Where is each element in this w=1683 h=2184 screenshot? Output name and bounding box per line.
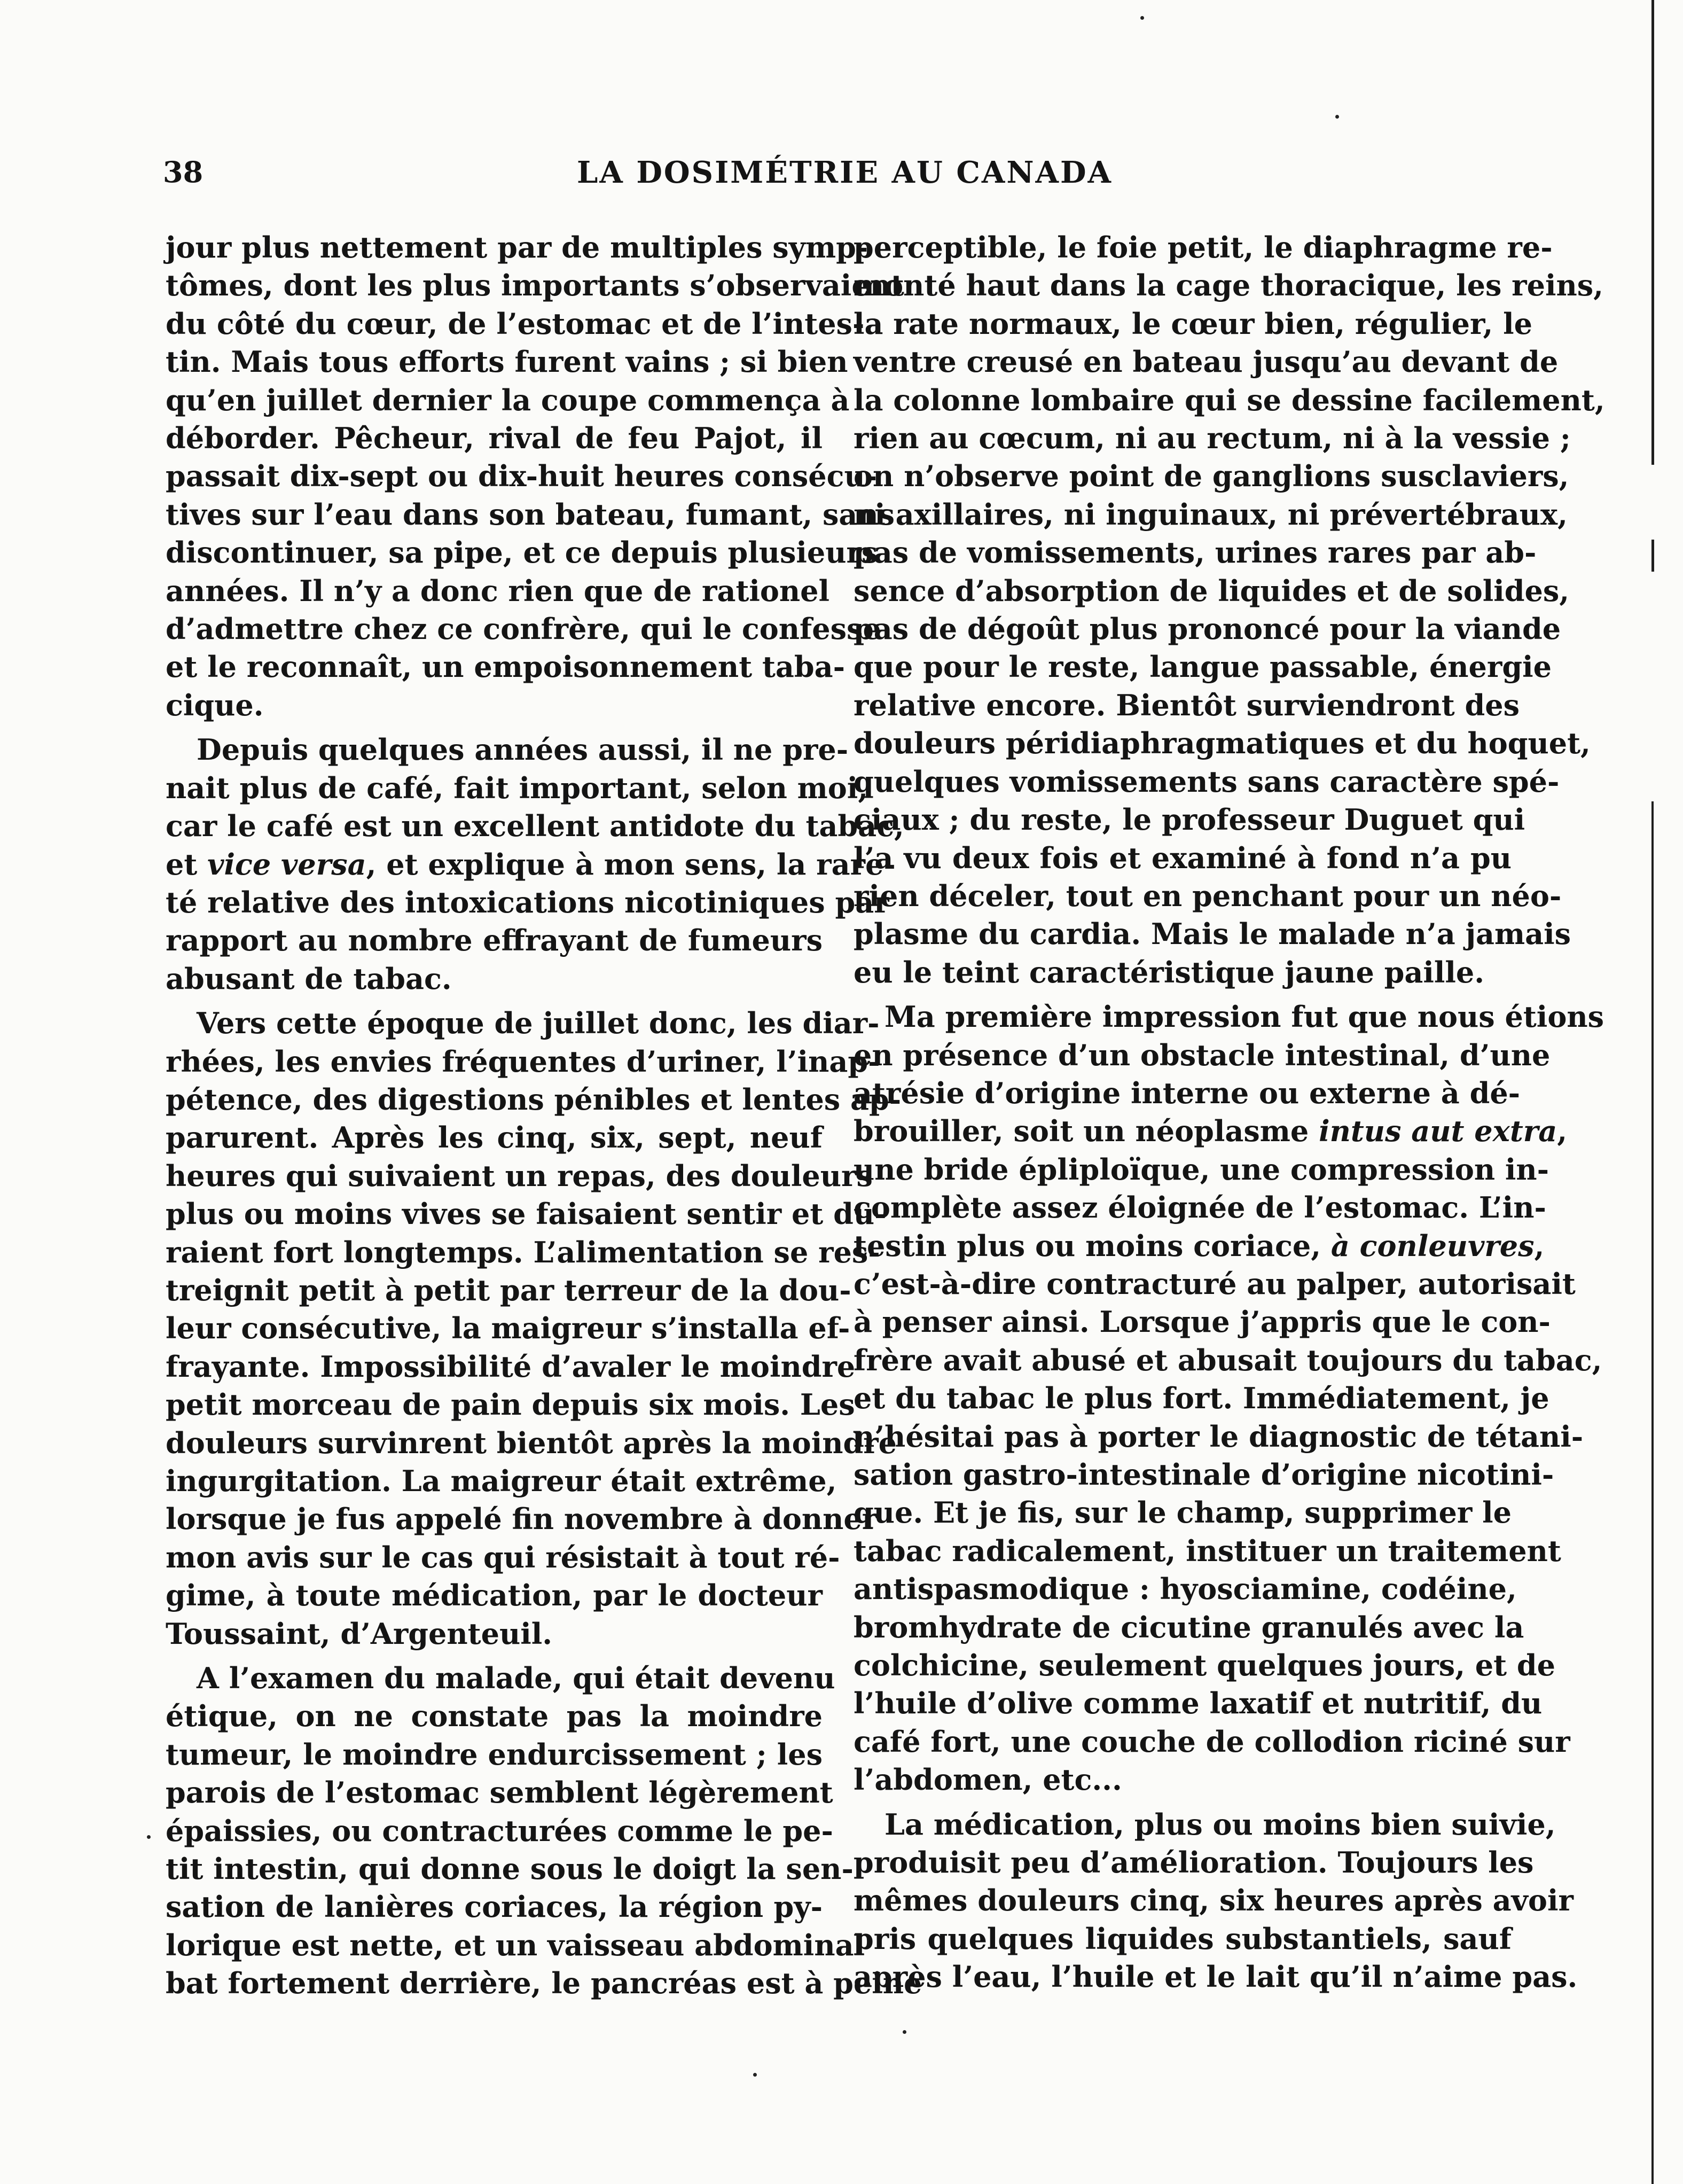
text-line: relative encore. Bientôt surviendront des [854,688,1520,722]
text-line: quelques vomissements sans caractère spé- [854,764,1560,799]
text-line: pas de dégoût plus prononcé pour la viande [854,612,1561,646]
text-line: Depuis quelques années aussi, il ne pre- [197,732,849,767]
text-line: nait plus de café, fait important, selon moi, [166,770,868,805]
text-line: Ma première impression fut que nous étions [884,1000,1604,1034]
text-line: bromhydrate de cicutine granulés avec la [854,1610,1524,1644]
text-line: pas de vomissements, urines rares par ab- [854,535,1537,570]
text-line: monté haut dans la cage thoracique, les reins, [854,268,1603,303]
text-line: pétence, des digestions pénibles et lentes ap- [166,1082,902,1117]
binding-edge-line [1651,540,1654,572]
text-line: frère avait abusé et abusait toujours du tabac, [854,1343,1602,1377]
text-line: testin plus ou moins coriace, à conleuvres, [854,1228,1545,1263]
paragraph [854,1806,1578,1996]
text-line: sation de lanières coriaces, la région py- [166,1890,823,1924]
text-line: l’abdomen, etc... [854,1762,1122,1797]
ink-speck [1140,16,1144,20]
text-line: frayante. Impossibilité d’avaler le moindre [166,1349,856,1384]
text-line: pris quelques liquides substantiels, sauf [854,1921,1512,1956]
italic-phrase: vice versa [207,847,366,882]
text-line: colchicine, seulement quelques jours, et de [854,1648,1556,1683]
text-line: parois de l’estomac semblent légèrement [166,1775,833,1810]
text-line: mon avis sur le cas qui résistait à tout ré- [166,1540,840,1574]
ink-speck [753,2073,757,2077]
text-line: et vice versa, et explique à mon sens, la rare- [166,847,896,882]
text-line: la rate normaux, le cœur bien, régulier, le [854,306,1533,341]
text-line: cique. [166,688,264,722]
text-line: après l’eau, l’huile et le lait qu’il n’aime pas. [854,1960,1578,1994]
text-line: ingurgitation. La maigreur était extrême, [166,1464,837,1498]
paragraph [854,229,1605,992]
text-line: et du tabac le plus fort. Immédiatement, je [854,1381,1549,1416]
text-line: té relative des intoxications nicotiniques par [166,885,889,919]
text-line: antispasmodique : hyosciamine, codéine, [854,1572,1517,1606]
text-line: c’est-à-dire contracturé au palper, autorisait [854,1266,1576,1301]
text-line: n’hésitai pas à porter le diagnostic de tétani- [854,1419,1584,1454]
text-line: eu le teint caractéristique jaune paille. [854,955,1485,989]
binding-edge-line [1651,801,1654,2184]
text-line: tômes, dont les plus importants s’observaient [166,268,904,303]
text-line: étique, on ne constate pas la moindre [166,1699,823,1734]
text-line: tit intestin, qui donne sous le doigt la sen- [166,1852,854,1886]
text-line: l’a vu deux fois et examiné à fond n’a pu [854,840,1512,875]
paragraph [166,1659,922,2003]
text-line: une bride épliploïque, une compression in- [854,1152,1549,1187]
text-line: épaissies, ou contracturées comme le pe- [166,1813,833,1848]
text-line: Toussaint, d’Argenteuil. [166,1616,553,1651]
text-line: café fort, une couche de collodion riciné sur [854,1724,1570,1759]
text-line: rhées, les envies fréquentes d’uriner, l’inap- [166,1044,880,1079]
text-line: rien au cœcum, ni au rectum, ni à la vessie ; [854,421,1571,456]
text-line: perceptible, le foie petit, le diaphragme re- [854,230,1553,264]
binding-edge-line [1651,0,1654,465]
text-line: que. Et je fis, sur le champ, supprimer le [854,1495,1512,1530]
text-line: d’admettre chez ce confrère, qui le confesse [166,612,881,646]
left-column [166,229,922,2009]
text-line: brouiller, soit un néoplasme intus aut extra, [854,1114,1568,1149]
text-line: la colonne lombaire qui se dessine facilement, [854,383,1605,417]
text-line: Vers cette époque de juillet donc, les diar- [197,1006,880,1041]
text-line: complète assez éloignée de l’estomac. L’in- [854,1190,1546,1225]
text-line: discontinuer, sa pipe, et ce depuis plusieurs [166,535,878,570]
right-column [854,229,1605,2003]
text-line: mêmes douleurs cinq, six heures après avoir [854,1883,1574,1918]
text-line: produisit peu d’amélioration. Toujours les [854,1845,1534,1880]
text-line: qu’en juillet dernier la coupe commença à [166,383,850,417]
text-line: tin. Mais tous efforts furent vains ; si bien [166,345,848,379]
text-line: sence d’absorption de liquides et de solides, [854,573,1570,608]
text-line: sation gastro-intestinale d’origine nicotini- [854,1457,1554,1492]
text-line: raient fort longtemps. L’alimentation se res- [166,1235,880,1269]
text-line: jour plus nettement par de multiples symp- [166,230,868,264]
text-line: lorsque je fus appelé fin novembre à donner [166,1502,878,1536]
text-line: petit morceau de pain depuis six mois. Les [166,1387,855,1422]
text-line: rapport au nombre effrayant de fumeurs [166,923,823,958]
italic-phrase: à conleuvres [1330,1228,1535,1263]
text-line: plasme du cardia. Mais le malade n’a jamais [854,917,1571,951]
text-line: tives sur l’eau dans son bateau, fumant, sans [166,497,895,532]
text-line: ni axillaires, ni inguinaux, ni prévertébraux, [854,497,1568,532]
text-line: on n’observe point de ganglions susclaviers, [854,459,1569,494]
text-line: que pour le reste, langue passable, énergie [854,650,1552,684]
italic-phrase: intus aut extra [1319,1114,1557,1149]
text-line: plus ou moins vives se faisaient sentir et du- [166,1197,887,1231]
text-line: à penser ainsi. Lorsque j’appris que le con- [854,1305,1551,1339]
text-line: car le café est un excellent antidote du tabac, [166,809,904,844]
paragraph [854,998,1604,1799]
text-line: treignit petit à petit par terreur de la dou- [166,1273,851,1307]
text-line: heures qui suivaient un repas, des douleurs [166,1158,873,1193]
text-line: l’huile d’olive comme laxatif et nutritif, du [854,1686,1543,1721]
text-line: La médication, plus ou moins bien suivie, [884,1807,1556,1842]
paragraph [166,229,904,724]
text-line: du côté du cœur, de l’estomac et de l’intes- [166,306,865,341]
text-line: atrésie d’origine interne ou externe à dé- [854,1075,1521,1110]
text-line: ciaux ; du reste, le professeur Duguet qui [854,802,1525,837]
ink-speck [147,1835,151,1839]
text-line: lorique est nette, et un vaisseau abdominal [166,1928,865,1962]
paragraph [166,1004,902,1653]
text-line: tumeur, le moindre endurcissement ; les [166,1737,823,1772]
text-line: et le reconnaît, un empoisonnement taba- [166,650,846,684]
text-line: A l’examen du malade, qui était devenu [197,1661,835,1696]
paragraph [166,731,904,998]
text-line: parurent. Après les cinq, six, sept, neuf [166,1120,823,1155]
text-line: douleurs survinrent bientôt après la moindre [166,1425,897,1460]
ink-speck [903,2030,906,2034]
text-line: abusant de tabac. [166,961,452,996]
running-title: LA DOSIMÉTRIE AU CANADA [577,155,1113,190]
text-line: leur consécutive, la maigreur s’installa ef- [166,1311,850,1346]
text-line: en présence d’un obstacle intestinal, d’une [854,1038,1551,1072]
ink-speck [1335,115,1339,119]
text-line: bat fortement derrière, le pancréas est à peine [166,1966,922,2001]
text-line: douleurs péridiaphragmatiques et du hoquet, [854,726,1591,761]
text-line: gime, à toute médication, par le docteur [166,1578,823,1613]
text-line: passait dix-sept ou dix-huit heures consécu- [166,459,878,494]
text-line: tabac radicalement, instituer un traitement [854,1533,1561,1568]
text-line: années. Il n’y a donc rien que de rationel [166,573,830,608]
page-number: 38 [163,155,203,189]
text-line: rien déceler, tout en penchant pour un néo- [854,878,1562,913]
text-line: ventre creusé en bateau jusqu’au devant de [854,345,1559,379]
text-line: déborder. Pêcheur, rival de feu Pajot, il [166,421,823,456]
